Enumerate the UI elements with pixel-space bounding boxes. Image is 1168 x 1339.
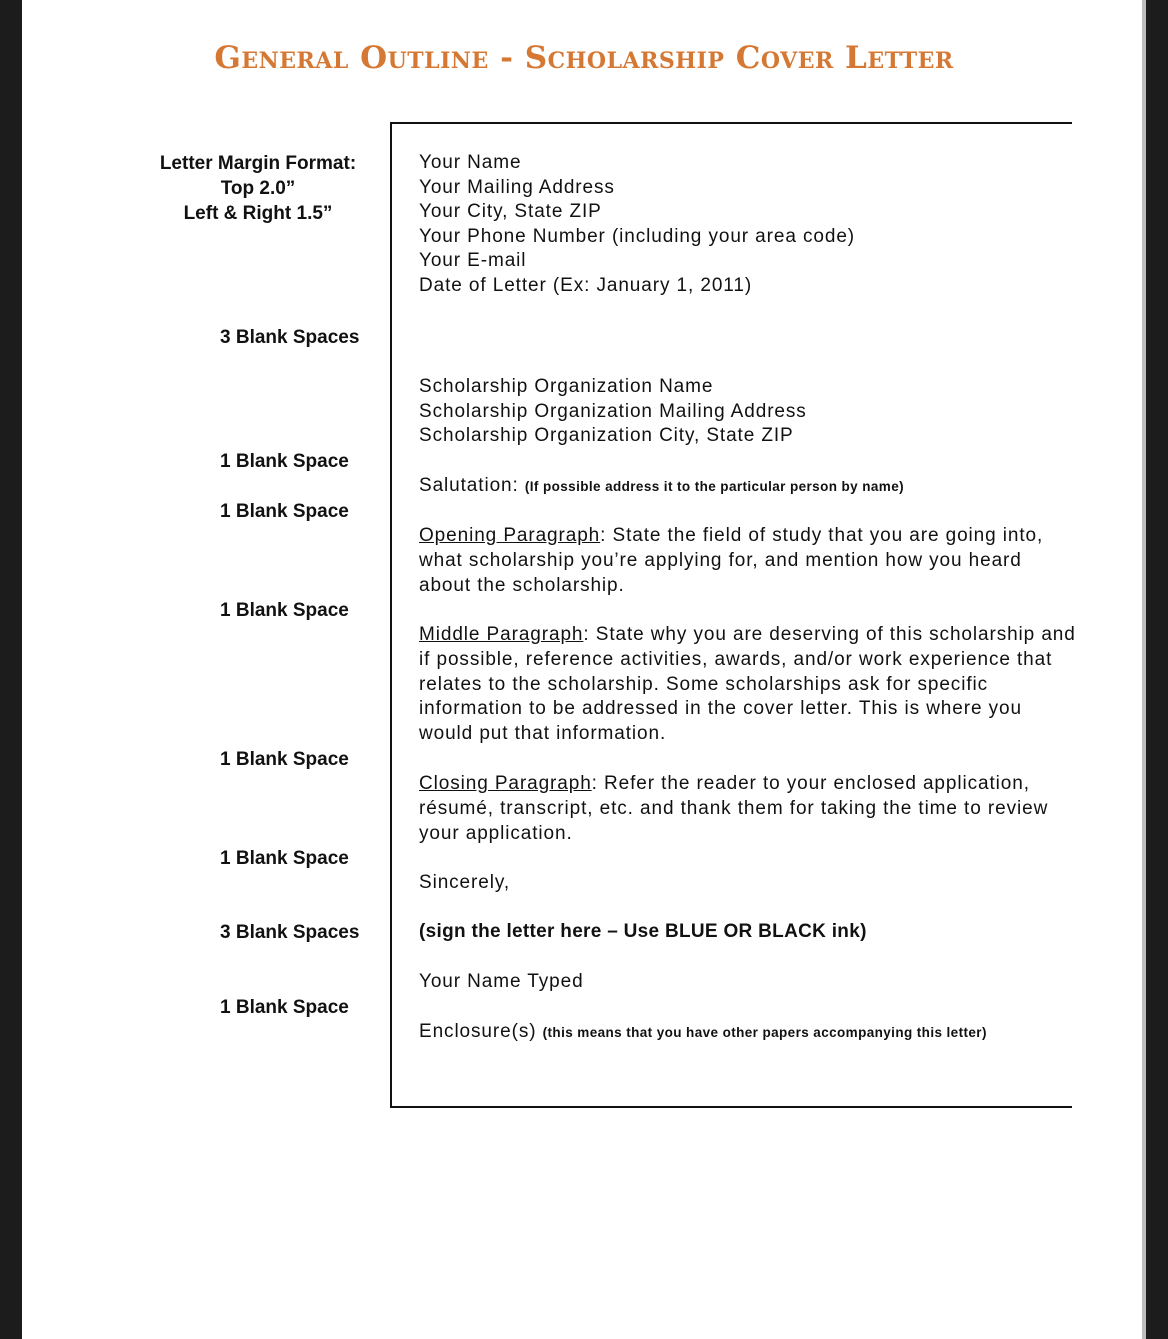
opening-text: : State the field of study that you are going into, what scholarship you’re applying for, and mention how you heard about the scholarship. (419, 525, 1044, 596)
sender-line: Your City, State ZIP (419, 201, 602, 223)
sender-block (419, 151, 855, 299)
closing-text: : Refer the reader to your enclosed application, résumé, transcript, etc. and thank them for taking the time to review your application. (419, 773, 1049, 844)
spacing-label: 1 Blank Space (220, 997, 349, 1018)
recipient-line: Scholarship Organization City, State ZIP (419, 425, 794, 447)
salutation-note: (If possible address it to the particular person by name) (524, 479, 905, 494)
spacing-label: 1 Blank Space (220, 848, 349, 869)
closing-label: Closing Paragraph (419, 773, 592, 794)
margin-top: Top 2.0” (220, 178, 296, 199)
enclosure-note: (this means that you have other papers accompanying this letter) (542, 1025, 987, 1040)
sender-line: Your Phone Number (including your area code) (419, 225, 856, 247)
spacing-label: 3 Blank Spaces (220, 922, 360, 943)
spacing-label: 1 Blank Space (220, 451, 349, 472)
sender-line: Date of Letter (Ex: January 1, 2011) (419, 274, 753, 296)
margin-format-note (150, 151, 366, 226)
middle-paragraph (419, 623, 1079, 747)
spacing-label: 1 Blank Space (220, 501, 349, 522)
spacing-label: 3 Blank Spaces (220, 327, 360, 348)
sender-line: Your E-mail (419, 250, 527, 272)
closing-paragraph (419, 772, 1079, 846)
signature-instruction: (sign the letter here – Use BLUE OR BLACK ink) (419, 921, 867, 942)
enclosure-line (419, 1020, 987, 1046)
margin-format-heading: Letter Margin Format: (159, 153, 357, 174)
page-title: General Outline - Scholarship Cover Letter (214, 40, 954, 76)
recipient-block (419, 375, 807, 449)
sender-line: Your Name (419, 152, 522, 173)
enclosure-label: Enclosure(s) (419, 1021, 537, 1042)
spacing-label: 1 Blank Space (220, 749, 349, 770)
salutation-line (419, 474, 904, 500)
opening-paragraph (419, 524, 1079, 598)
middle-label: Middle Paragraph (419, 624, 584, 645)
middle-text: : State why you are deserving of this scholarship and if possible, reference activities, awards, and/or work experience that relates to the scholarship. Some scholarships ask for specific information to be addressed in the cover letter. This is where you would put that information. (419, 624, 1076, 745)
recipient-line: Scholarship Organization Name (419, 376, 714, 397)
spacing-label: 1 Blank Space (220, 600, 349, 621)
opening-label: Opening Paragraph (419, 525, 601, 546)
recipient-line: Scholarship Organization Mailing Address (419, 400, 807, 422)
salutation-label: Salutation: (419, 475, 519, 496)
sender-line: Your Mailing Address (419, 176, 615, 198)
margin-sides: Left & Right 1.5” (183, 203, 333, 224)
signoff: Sincerely, (419, 872, 511, 893)
typed-name: Your Name Typed (419, 971, 584, 992)
document-page (22, 0, 1146, 1339)
